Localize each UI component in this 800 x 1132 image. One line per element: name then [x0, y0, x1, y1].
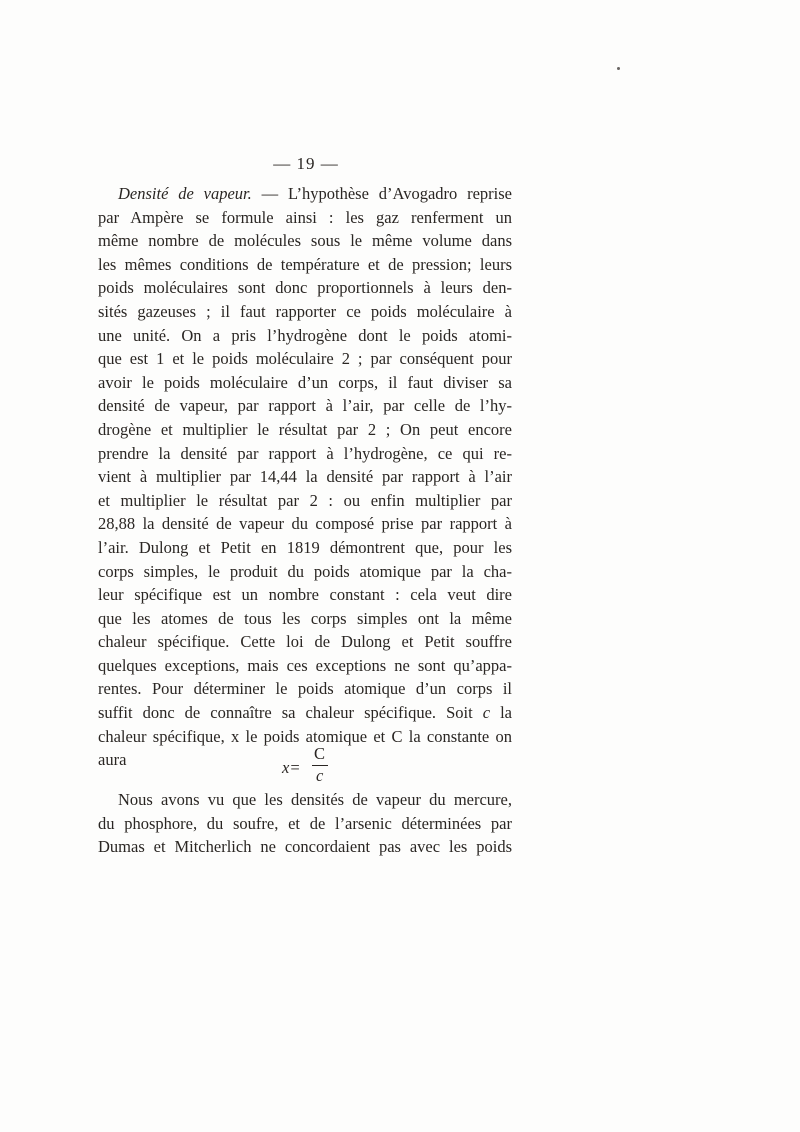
paragraph-densite-de-vapeur	[98, 182, 512, 772]
formula-atomic-weight	[282, 744, 342, 790]
text-line: chaleur spécifique, x le poids atomique et C la constante on	[98, 726, 512, 746]
formula-lhs: x=	[282, 758, 301, 777]
text-line: l’air. Dulong et Petit en 1819 démontrent que, pour les	[98, 537, 512, 557]
text-line: Dumas et Mitcherlich ne concordaient pas avec les poids	[98, 837, 512, 857]
formula-denominator: c	[316, 766, 324, 785]
page-number: — 19 —	[273, 154, 339, 173]
text-line: quelques exceptions, mais ces exceptions ne sont qu’appa-	[98, 655, 512, 675]
text-line: avoir le poids moléculaire d’un corps, il faut diviser sa	[98, 372, 512, 392]
text-line: poids moléculaires sont donc proportionnels à leurs den-	[98, 278, 512, 298]
text-line: aura	[98, 750, 127, 770]
text-line: les mêmes conditions de température et de pression; leurs	[98, 254, 512, 274]
text-line: suffit donc de connaître sa chaleur spécifique. Soit c la	[98, 703, 513, 723]
formula-numerator: C	[314, 744, 326, 763]
text-line: sités gazeuses ; il faut rapporter ce poids moléculaire à	[98, 301, 512, 321]
text-line: rentes. Pour déterminer le poids atomique d’un corps il	[98, 679, 512, 699]
text-line: 28,88 la densité de vapeur du composé prise par rapport à	[98, 514, 512, 534]
text-line: vient à multiplier par 14,44 la densité par rapport à l’air	[98, 467, 512, 487]
text-line: leur spécifique est un nombre constant : cela veut dire	[98, 585, 512, 605]
section-heading: Densité de vapeur.	[118, 184, 252, 203]
text-line: par Ampère se formule ainsi : les gaz renferment un	[98, 207, 512, 227]
text-line: que les atomes de tous les corps simples ont la même	[98, 608, 512, 628]
text-line: densité de vapeur, par rapport à l’air, par celle de l’hy-	[98, 396, 512, 416]
text-line: Densité de vapeur. — L’hypothèse d’Avogadro reprise	[118, 184, 513, 203]
text-line: drogène et multiplier le résultat par 2 ; On peut encore	[98, 419, 512, 439]
text-line: une unité. On a pris l’hydrogène dont le poids atomi-	[98, 325, 512, 345]
text-line: prendre la densité par rapport à l’hydrogène, ce qui re-	[98, 443, 512, 463]
text-line: Nous avons vu que les densités de vapeur du mercure,	[118, 790, 512, 809]
text-line: et multiplier le résultat par 2 : ou enfin multiplier par	[98, 490, 512, 510]
text-line: chaleur spécifique. Cette loi de Dulong et Petit souffre	[98, 632, 512, 652]
paper-speck	[617, 67, 620, 70]
text-line: du phosphore, du soufre, et de l’arsenic déterminées par	[98, 813, 512, 833]
text-line: corps simples, le produit du poids atomique par la cha-	[98, 561, 512, 581]
variable-c: c	[482, 703, 491, 723]
text-line: même nombre de molécules sous le même volume dans	[98, 231, 512, 251]
text-line: que est 1 et le poids moléculaire 2 ; par conséquent pour	[98, 349, 512, 369]
paragraph-mercure	[98, 788, 512, 859]
